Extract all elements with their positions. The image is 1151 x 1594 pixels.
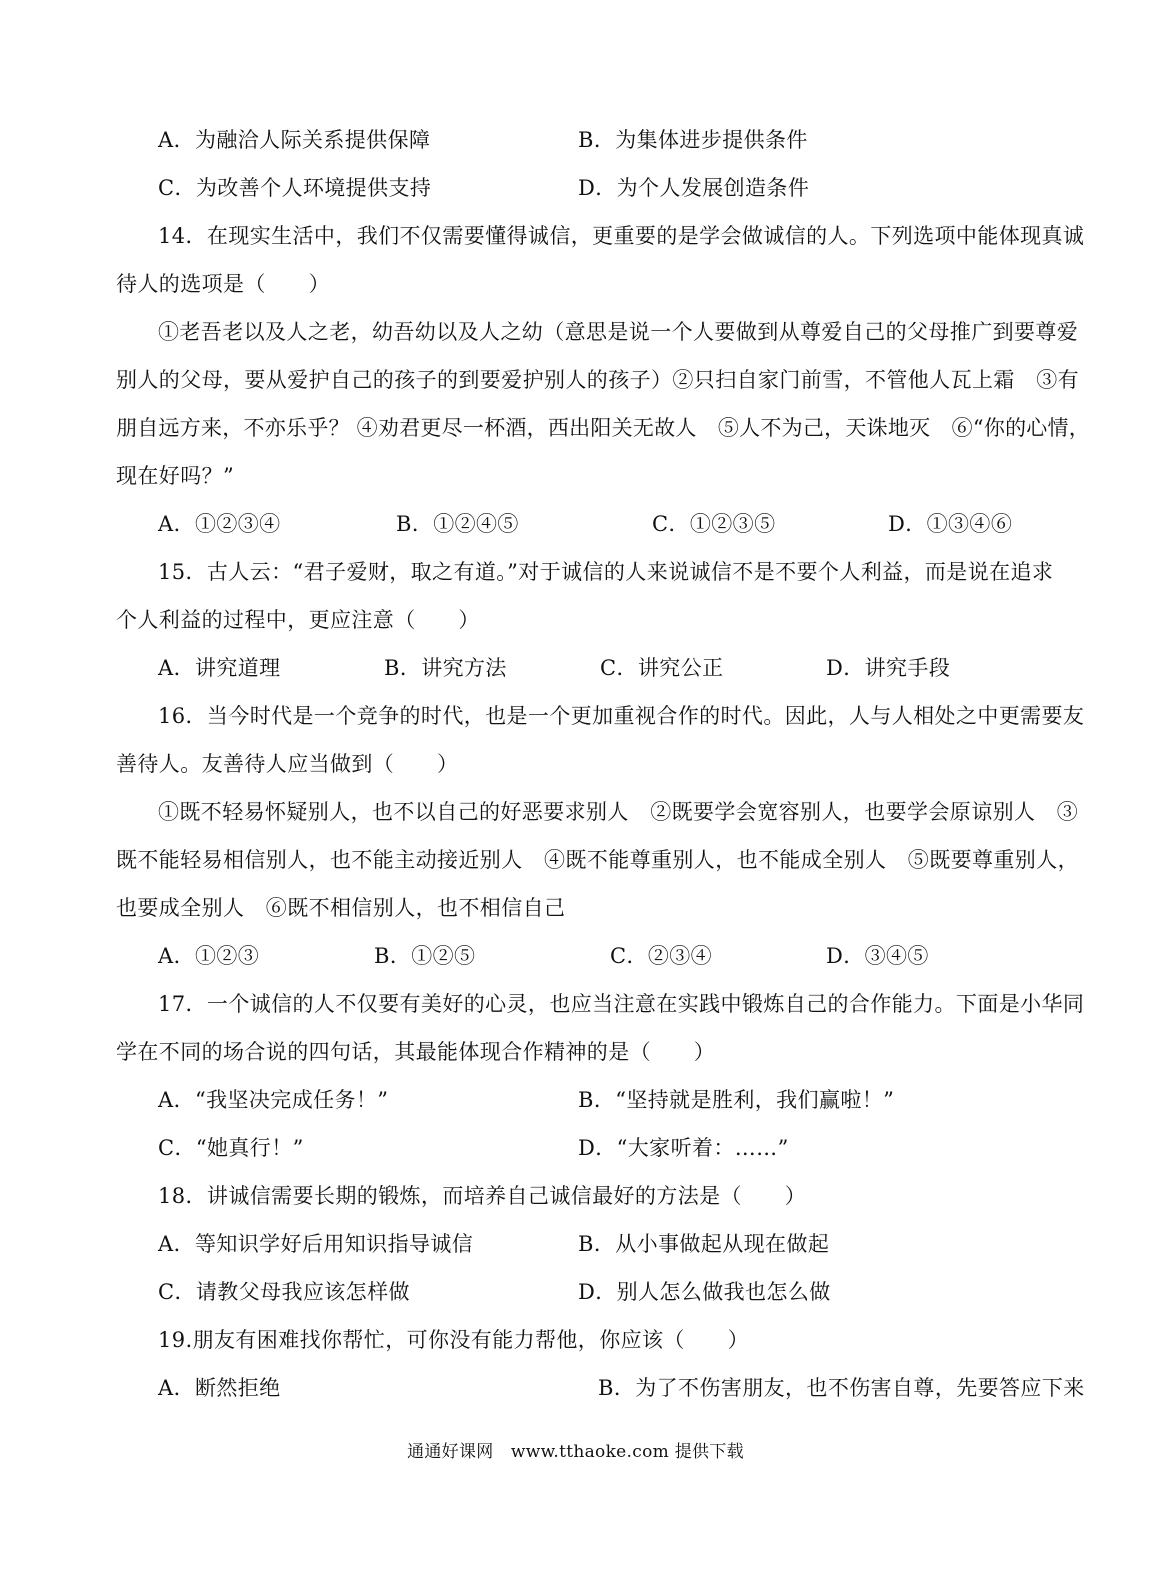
q14-stem: 14．在现实生活中，我们不仅需要懂得诚信，更重要的是学会做诚信的人。下列选项中能体现真诚 [158, 224, 1085, 248]
q14-option-a: A．①②③④ [158, 512, 281, 536]
q17-option-a: A．“我坚决完成任务！” [158, 1088, 389, 1112]
q14-items-cont: 现在好吗？” [116, 464, 235, 488]
q15-option-a: A．讲究道理 [158, 656, 281, 680]
q15-option-b: B．讲究方法 [384, 656, 507, 680]
q14-option-d: D．①③④⑥ [888, 512, 1013, 536]
q19-stem: 19.朋友有困难找你帮忙，可你没有能力帮他，你应该（ ） [158, 1328, 749, 1352]
q14-items: ①老吾老以及人之老，幼吾幼以及人之幼（意思是说一个人要做到从尊爱自己的父母推广到要尊爱 [158, 320, 1079, 344]
q18-option-d: D．别人怎么做我也怎么做 [578, 1280, 831, 1304]
q17-option-b: B．“坚持就是胜利，我们赢啦！” [578, 1088, 895, 1112]
q14-option-c: C．①②③⑤ [652, 512, 776, 536]
q15-stem-cont: 个人利益的过程中，更应注意（ ） [116, 608, 480, 632]
q18-stem: 18．讲诚信需要长期的锻炼，而培养自己诚信最好的方法是（ ） [158, 1184, 807, 1208]
q17-option-c: C．“她真行！” [158, 1136, 304, 1160]
q14-items-cont: 别人的父母，要从爱护自己的孩子的到要爱护别人的孩子）②只扫自家门前雪，不管他人瓦上霜 ③有 [116, 368, 1079, 392]
page-footer: 通通好课网 www.tthaoke.com 提供下载 [407, 1442, 744, 1462]
q16-option-d: D．③④⑤ [826, 944, 929, 968]
q18-option-a: A．等知识学好后用知识指导诚信 [158, 1232, 474, 1256]
q14-option-b: B．①②④⑤ [396, 512, 519, 536]
q18-option-c: C．请教父母我应该怎样做 [158, 1280, 410, 1304]
q15-option-d: D．讲究手段 [826, 656, 951, 680]
q16-option-c: C．②③④ [610, 944, 713, 968]
q13-option-a: A．为融洽人际关系提供保障 [158, 128, 431, 152]
q14-items-cont: 朋自远方来，不亦乐乎？ ④劝君更尽一杯酒，西出阳关无故人 ⑤人不为己，天诛地灭 ⑥“你的心情， [116, 416, 1091, 440]
q19-option-a: A．断然拒绝 [158, 1376, 281, 1400]
q16-stem-cont: 善待人。友善待人应当做到（ ） [116, 752, 459, 776]
q17-stem-cont: 学在不同的场合说的四句话，其最能体现合作精神的是（ ） [116, 1040, 716, 1064]
q16-stem: 16．当今时代是一个竞争的时代，也是一个更加重视合作的时代。因此，人与人相处之中更需要友 [158, 704, 1085, 728]
q18-option-b: B．从小事做起从现在做起 [578, 1232, 830, 1256]
q13-option-b: B．为集体进步提供条件 [578, 128, 808, 152]
q15-stem: 15．古人云：“君子爱财，取之有道。”对于诚信的人来说诚信不是不要个人利益，而是说在追求 [158, 560, 1054, 584]
q19-option-b: B．为了不伤害朋友，也不伤害自尊，先要答应下来 [598, 1376, 1085, 1400]
q15-option-c: C．讲究公正 [600, 656, 724, 680]
q13-option-d: D．为个人发展创造条件 [578, 176, 810, 200]
q16-option-b: B．①②⑤ [374, 944, 476, 968]
q16-items-cont: 既不能轻易相信别人，也不能主动接近别人 ④既不能尊重别人，也不能成全别人 ⑤既要尊重别人， [116, 848, 1079, 872]
q16-items: ①既不轻易怀疑别人，也不以自己的好恶要求别人 ②既要学会宽容别人，也要学会原谅别人 ③ [158, 800, 1079, 824]
q14-stem-cont: 待人的选项是（ ） [116, 272, 330, 296]
q17-stem: 17．一个诚信的人不仅要有美好的心灵，也应当注意在实践中锻炼自己的合作能力。下面是小华同 [158, 992, 1085, 1016]
q16-option-a: A．①②③ [158, 944, 260, 968]
q13-option-c: C．为改善个人环境提供支持 [158, 176, 432, 200]
q17-option-d: D．“大家听着：……” [578, 1136, 789, 1160]
q16-items-cont: 也要成全别人 ⑥既不相信别人，也不相信自己 [116, 896, 566, 920]
